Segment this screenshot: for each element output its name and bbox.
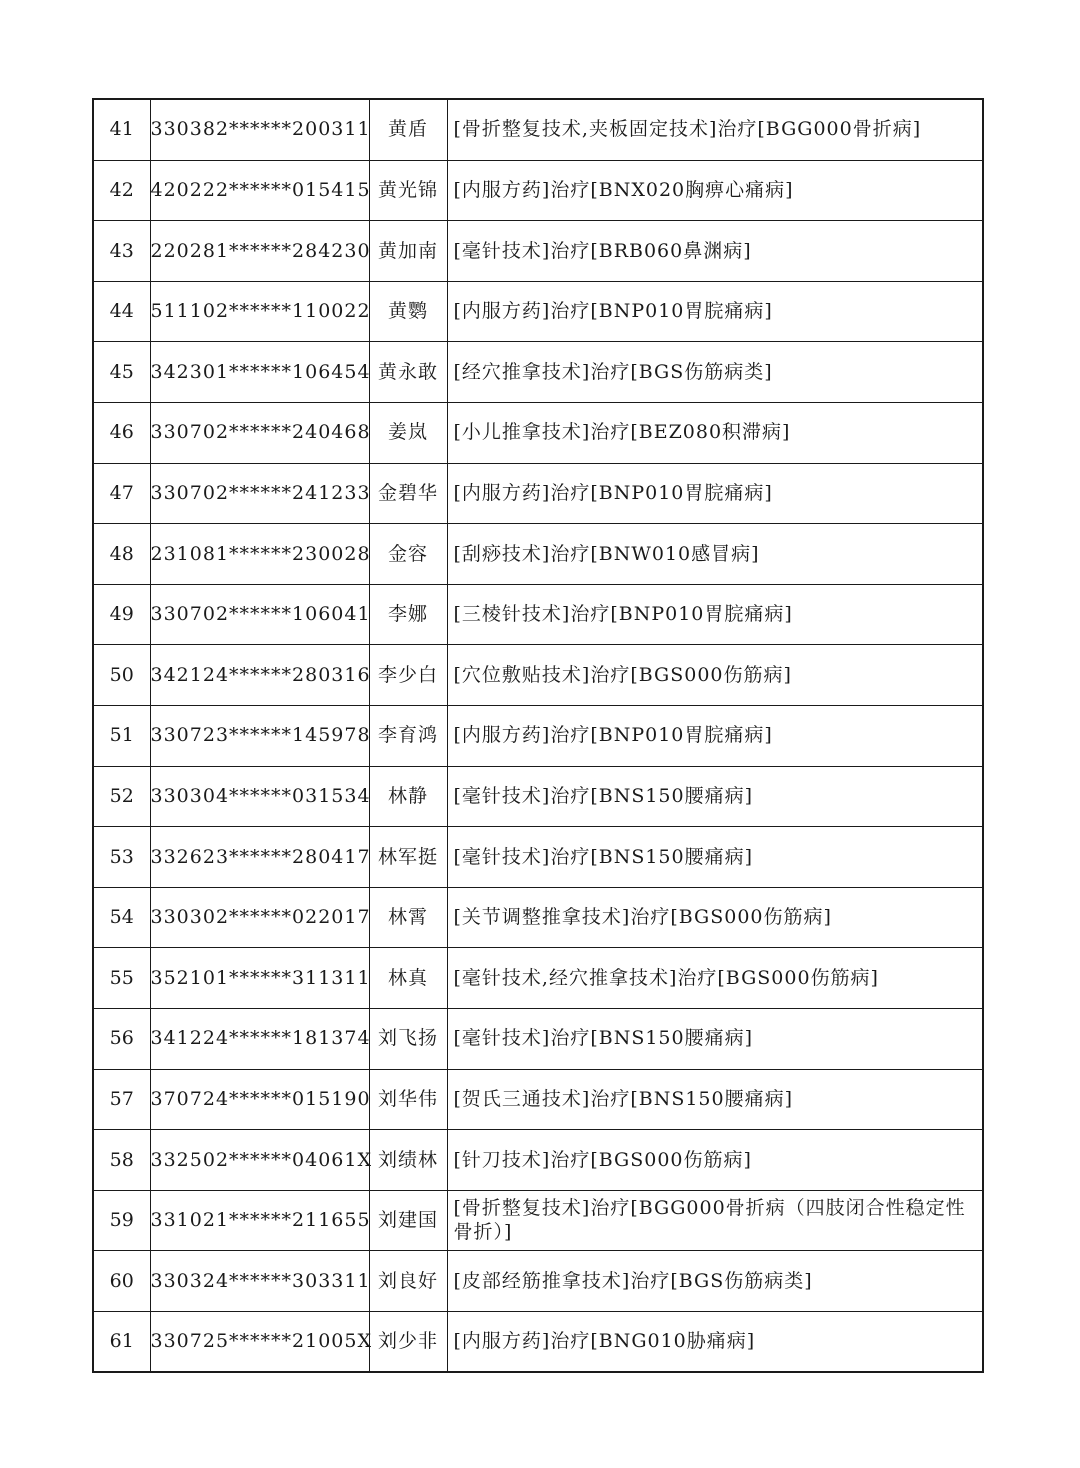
table-row: [93, 99, 983, 160]
person-name: 黄永敢: [369, 342, 447, 403]
id-number: 331021******211655: [150, 1190, 369, 1251]
id-number: 330702******240468: [150, 402, 369, 463]
row-number: 46: [93, 402, 150, 463]
treatment-item: [穴位敷贴技术]治疗[BGS000伤筋病]: [447, 645, 983, 706]
row-number: 52: [93, 766, 150, 827]
table-row: [93, 342, 983, 403]
table-row: [93, 645, 983, 706]
person-name: 林军挺: [369, 827, 447, 888]
row-number: 61: [93, 1311, 150, 1372]
person-name: 黄鹦: [369, 281, 447, 342]
table-row: [93, 1311, 983, 1372]
table-row: [93, 1130, 983, 1191]
id-number: 330382******200311: [150, 99, 369, 160]
treatment-item: [经穴推拿技术]治疗[BGS伤筋病类]: [447, 342, 983, 403]
treatment-item: [内服方药]治疗[BNP010胃脘痛病]: [447, 463, 983, 524]
row-number: 54: [93, 887, 150, 948]
treatment-item: [皮部经筋推拿技术]治疗[BGS伤筋病类]: [447, 1251, 983, 1312]
row-number: 58: [93, 1130, 150, 1191]
id-number: 341224******181374: [150, 1008, 369, 1069]
row-number: 59: [93, 1190, 150, 1251]
treatment-item: [骨折整复技术]治疗[BGG000骨折病（四肢闭合性稳定性骨折）]: [447, 1190, 983, 1251]
treatment-item: [内服方药]治疗[BNP010胃脘痛病]: [447, 705, 983, 766]
person-name: 姜岚: [369, 402, 447, 463]
treatment-item: [毫针技术,经穴推拿技术]治疗[BGS000伤筋病]: [447, 948, 983, 1009]
person-name: 金容: [369, 524, 447, 585]
person-name: 李少白: [369, 645, 447, 706]
person-name: 黄光锦: [369, 160, 447, 221]
id-number: 330702******106041: [150, 584, 369, 645]
treatment-item: [骨折整复技术,夹板固定技术]治疗[BGG000骨折病]: [447, 99, 983, 160]
person-name: 刘建国: [369, 1190, 447, 1251]
id-number: 330723******145978: [150, 705, 369, 766]
person-name: 黄加南: [369, 221, 447, 282]
table-row: [93, 584, 983, 645]
row-number: 50: [93, 645, 150, 706]
id-number: 332502******04061X: [150, 1130, 369, 1191]
row-number: 44: [93, 281, 150, 342]
record-table: [92, 98, 984, 1373]
table-row: [93, 221, 983, 282]
row-number: 49: [93, 584, 150, 645]
row-number: 41: [93, 99, 150, 160]
id-number: 352101******311311: [150, 948, 369, 1009]
person-name: 林静: [369, 766, 447, 827]
table-row: [93, 463, 983, 524]
table-row: [93, 705, 983, 766]
row-number: 42: [93, 160, 150, 221]
id-number: 420222******015415: [150, 160, 369, 221]
row-number: 55: [93, 948, 150, 1009]
table-row: [93, 827, 983, 888]
id-number: 332623******280417: [150, 827, 369, 888]
row-number: 48: [93, 524, 150, 585]
id-number: 370724******015190: [150, 1069, 369, 1130]
id-number: 231081******230028: [150, 524, 369, 585]
id-number: 342124******280316: [150, 645, 369, 706]
id-number: 220281******284230: [150, 221, 369, 282]
treatment-item: [刮痧技术]治疗[BNW010感冒病]: [447, 524, 983, 585]
person-name: 刘良好: [369, 1251, 447, 1312]
treatment-item: [小儿推拿技术]治疗[BEZ080积滞病]: [447, 402, 983, 463]
treatment-item: [关节调整推拿技术]治疗[BGS000伤筋病]: [447, 887, 983, 948]
row-number: 45: [93, 342, 150, 403]
treatment-item: [针刀技术]治疗[BGS000伤筋病]: [447, 1130, 983, 1191]
treatment-item: [毫针技术]治疗[BNS150腰痛病]: [447, 827, 983, 888]
row-number: 57: [93, 1069, 150, 1130]
person-name: 刘绩林: [369, 1130, 447, 1191]
table-row: [93, 1251, 983, 1312]
person-name: 李育鸿: [369, 705, 447, 766]
table-row: [93, 1190, 983, 1251]
table-row: [93, 1008, 983, 1069]
table-row: [93, 402, 983, 463]
person-name: 刘少非: [369, 1311, 447, 1372]
person-name: 林真: [369, 948, 447, 1009]
row-number: 51: [93, 705, 150, 766]
treatment-item: [内服方药]治疗[BNG010胁痛病]: [447, 1311, 983, 1372]
table-body: [93, 99, 983, 1372]
person-name: 刘华伟: [369, 1069, 447, 1130]
table-row: [93, 948, 983, 1009]
person-name: 李娜: [369, 584, 447, 645]
id-number: 330725******21005X: [150, 1311, 369, 1372]
row-number: 47: [93, 463, 150, 524]
treatment-item: [毫针技术]治疗[BNS150腰痛病]: [447, 766, 983, 827]
person-name: 黄盾: [369, 99, 447, 160]
table-row: [93, 1069, 983, 1130]
table-row: [93, 766, 983, 827]
person-name: 金碧华: [369, 463, 447, 524]
table-row: [93, 160, 983, 221]
treatment-item: [贺氏三通技术]治疗[BNS150腰痛病]: [447, 1069, 983, 1130]
id-number: 330302******022017: [150, 887, 369, 948]
table-row: [93, 281, 983, 342]
treatment-item: [内服方药]治疗[BNP010胃脘痛病]: [447, 281, 983, 342]
person-name: 林霄: [369, 887, 447, 948]
row-number: 53: [93, 827, 150, 888]
treatment-item: [内服方药]治疗[BNX020胸痹心痛病]: [447, 160, 983, 221]
person-name: 刘飞扬: [369, 1008, 447, 1069]
row-number: 43: [93, 221, 150, 282]
row-number: 60: [93, 1251, 150, 1312]
id-number: 330324******303311: [150, 1251, 369, 1312]
row-number: 56: [93, 1008, 150, 1069]
id-number: 511102******110022: [150, 281, 369, 342]
treatment-item: [毫针技术]治疗[BRB060鼻渊病]: [447, 221, 983, 282]
id-number: 342301******106454: [150, 342, 369, 403]
treatment-item: [三棱针技术]治疗[BNP010胃脘痛病]: [447, 584, 983, 645]
treatment-item: [毫针技术]治疗[BNS150腰痛病]: [447, 1008, 983, 1069]
id-number: 330304******031534: [150, 766, 369, 827]
table-row: [93, 524, 983, 585]
id-number: 330702******241233: [150, 463, 369, 524]
table-row: [93, 887, 983, 948]
